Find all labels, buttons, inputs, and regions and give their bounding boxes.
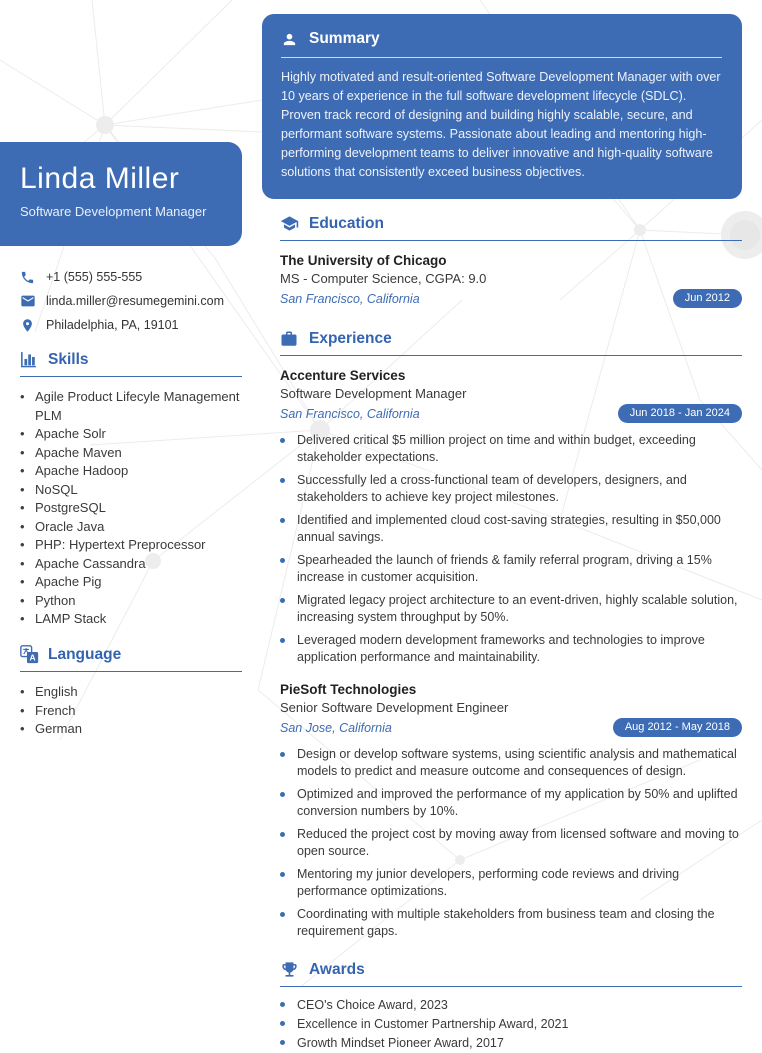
briefcase-icon	[280, 329, 299, 348]
bullet-dot	[280, 632, 292, 666]
bullet-text: Migrated legacy project architecture to an event-driven, highly scalable solution, increasing system throughput by 50%.	[297, 593, 738, 624]
awards-section	[280, 960, 742, 1053]
language-item	[20, 683, 242, 702]
language-section	[20, 645, 242, 739]
contact-info	[20, 269, 250, 341]
phone-number: +1 (555) 555-555	[46, 270, 143, 284]
experience-underline	[280, 355, 742, 356]
sidebar	[0, 0, 262, 987]
bullet-text: Delivered critical $5 million project on time and within budget, exceeding stakeholder expectations.	[297, 433, 696, 464]
award-item	[280, 1015, 742, 1034]
awards-heading	[280, 960, 742, 979]
experience-bullet	[280, 906, 742, 940]
job-role: Software Development Manager	[280, 386, 467, 401]
experience-bullet	[280, 746, 742, 780]
skill-item	[20, 610, 242, 629]
experience-location-row	[280, 718, 742, 737]
education-underline	[280, 240, 742, 241]
experience-location: San Jose, California	[280, 720, 392, 735]
language-label: English	[35, 684, 78, 699]
summary-heading	[281, 30, 722, 48]
person-name: Linda Miller	[20, 162, 180, 195]
experience-date-badge: Jun 2018 - Jan 2024	[618, 404, 742, 423]
envelope-icon	[20, 293, 36, 309]
experience-bullet	[280, 786, 742, 820]
experience-bullet	[280, 826, 742, 860]
bullet-dot	[280, 432, 292, 466]
experience-location: San Francisco, California	[280, 406, 420, 421]
company-name: Accenture Services	[280, 368, 406, 383]
language-heading	[20, 645, 242, 664]
skill-label: Apache Maven	[35, 444, 122, 460]
location-text: Philadelphia, PA, 19101	[46, 318, 179, 332]
experience-entry	[280, 682, 742, 940]
skill-item	[20, 481, 242, 500]
trophy-icon	[280, 960, 299, 979]
bullet-dot: •	[20, 611, 25, 626]
skill-item	[20, 499, 242, 518]
skill-item	[20, 518, 242, 537]
skill-label: Apache Solr	[35, 426, 106, 441]
bullet-text: Design or develop software systems, using scientific analysis and mathematical models to predict and measure outcome and consequences of design.	[297, 747, 737, 778]
language-underline	[20, 671, 242, 672]
main-content	[262, 0, 742, 1053]
translate-icon	[20, 645, 39, 664]
bullet-text: Leveraged modern development frameworks and technologies to improve application performance and maintainability.	[297, 633, 705, 664]
bullet-dot	[280, 592, 292, 626]
skill-item	[20, 592, 242, 611]
bullet-dot: •	[20, 518, 25, 534]
phone-icon	[20, 269, 36, 285]
skills-section	[20, 350, 242, 629]
experience-bullet	[280, 632, 742, 666]
skill-label: Python	[35, 592, 76, 608]
award-text: Growth Mindset Pioneer Award, 2017	[297, 1036, 504, 1050]
experience-location-row	[280, 404, 742, 423]
bullet-text: Coordinating with multiple stakeholders from business team and closing the requirement gaps.	[297, 907, 715, 938]
bullet-text: Successfully led a cross-functional team of developers, designers, and stakeholders to achieve key project milestones.	[297, 473, 687, 504]
bar-chart-icon	[20, 350, 39, 369]
award-text: Excellence in Customer Partnership Award, 2021	[297, 1017, 569, 1031]
bullet-dot: •	[20, 684, 25, 699]
bullet-text: Identified and implemented cloud cost-saving strategies, resulting in $50,000 annual savings.	[297, 513, 721, 544]
bullet-text: Optimized and improved the performance of my application by 50% and uplifted conversion numbers by 10%.	[297, 787, 738, 818]
language-label: German	[35, 721, 82, 736]
bullet-text: Mentoring my junior developers, performing code reviews and driving performance optimizations.	[297, 867, 680, 898]
bullet-dot: •	[20, 463, 25, 478]
skill-item	[20, 555, 242, 574]
experience-date-badge: Aug 2012 - May 2018	[613, 718, 742, 737]
bullet-dot	[280, 866, 292, 900]
skill-item	[20, 425, 242, 444]
award-text: CEO's Choice Award, 2023	[297, 998, 448, 1012]
bullet-dot	[280, 1015, 292, 1034]
skills-underline	[20, 376, 242, 377]
summary-heading-label: Summary	[309, 30, 380, 47]
skills-heading	[20, 350, 242, 369]
award-item	[280, 996, 742, 1015]
experience-bullet	[280, 472, 742, 506]
bullet-dot: •	[20, 721, 25, 736]
skills-heading-label: Skills	[48, 350, 89, 368]
bullet-dot: •	[20, 500, 25, 515]
bullet-text: Spearheaded the launch of friends & family referral program, driving a 15% increase in customer acquisition.	[297, 553, 712, 584]
experience-bullet	[280, 512, 742, 546]
svg-text:A: A	[29, 652, 36, 663]
education-heading	[280, 214, 742, 233]
skill-label: PHP: Hypertext Preprocessor	[35, 537, 206, 552]
language-heading-label: Language	[48, 645, 122, 663]
bullet-dot: •	[20, 426, 25, 441]
email-address: linda.miller@resumegemini.com	[46, 294, 225, 308]
contact-row-phone	[20, 269, 250, 285]
language-label: French	[35, 702, 76, 718]
skills-list	[20, 388, 242, 629]
language-item	[20, 720, 242, 739]
job-role: Senior Software Development Engineer	[280, 700, 509, 715]
bullet-dot: •	[20, 481, 25, 497]
bullet-dot	[280, 906, 292, 940]
experience-bullet	[280, 866, 742, 900]
experience-bullet-list	[280, 432, 742, 666]
bullet-dot: •	[20, 702, 25, 718]
skill-label: Apache Pig	[35, 574, 102, 589]
bullet-dot	[280, 996, 292, 1015]
summary-section	[262, 14, 742, 199]
awards-underline	[280, 986, 742, 987]
degree: MS - Computer Science, CGPA: 9.0	[280, 271, 487, 286]
header-card	[0, 142, 242, 246]
skill-label: NoSQL	[35, 481, 78, 497]
skill-label: Oracle Java	[35, 518, 105, 534]
skill-item	[20, 573, 242, 592]
education-location-row	[280, 289, 742, 308]
bullet-dot: •	[20, 444, 25, 460]
map-pin-icon	[20, 317, 36, 333]
award-item	[280, 1034, 742, 1053]
bullet-dot: •	[20, 574, 25, 589]
bullet-dot	[280, 472, 292, 506]
experience-bullet	[280, 592, 742, 626]
bullet-text: Reduced the project cost by moving away from licensed software and moving to open source.	[297, 827, 739, 858]
skill-label: Apache Hadoop	[35, 463, 129, 478]
experience-section	[280, 329, 742, 940]
contact-row-email	[20, 293, 250, 309]
summary-underline	[281, 57, 722, 58]
skill-item	[20, 388, 242, 425]
skill-label: Agile Product Lifecyle Management PLM	[35, 389, 240, 423]
language-list	[20, 683, 242, 739]
bullet-dot: •	[20, 537, 25, 552]
experience-bullet-list	[280, 746, 742, 940]
skill-label: LAMP Stack	[35, 611, 107, 626]
skill-item	[20, 444, 242, 463]
person-job-title: Software Development Manager	[20, 203, 207, 219]
bullet-dot	[280, 826, 292, 860]
awards-heading-label: Awards	[309, 960, 365, 978]
education-entry	[280, 253, 742, 308]
education-heading-label: Education	[309, 214, 384, 232]
school-name: The University of Chicago	[280, 253, 447, 268]
language-item	[20, 702, 242, 721]
experience-heading	[280, 329, 742, 348]
graduation-cap-icon	[280, 214, 299, 233]
education-location: San Francisco, California	[280, 291, 420, 306]
skill-item	[20, 536, 242, 555]
bullet-dot	[280, 786, 292, 820]
experience-heading-label: Experience	[309, 329, 392, 347]
bullet-dot: •	[20, 555, 25, 571]
education-section	[280, 214, 742, 308]
contact-row-location	[20, 317, 250, 333]
bullet-dot	[280, 1034, 292, 1053]
bullet-dot	[280, 746, 292, 780]
experience-entry	[280, 368, 742, 666]
bullet-dot: •	[20, 389, 25, 404]
bullet-dot: •	[20, 592, 25, 608]
awards-list	[280, 996, 742, 1053]
education-date-badge: Jun 2012	[673, 289, 742, 308]
bullet-dot	[280, 512, 292, 546]
skill-label: PostgreSQL	[35, 500, 106, 515]
bullet-dot	[280, 552, 292, 586]
summary-text: Highly motivated and result-oriented Software Development Manager with over 10 years of experience in the full software development lifecycle (SDLC). Proven track record of designing and building highly scalable, secure, and performant software systems. Passionate about leading and mentoring high-performing development teams to deliver innovative and high-quality software solutions that consistently exceed business objectives.	[281, 70, 721, 179]
person-icon	[281, 31, 298, 48]
experience-bullet	[280, 552, 742, 586]
skill-label: Apache Cassandra	[35, 555, 146, 571]
skill-item	[20, 462, 242, 481]
company-name: PieSoft Technologies	[280, 682, 417, 697]
experience-bullet	[280, 432, 742, 466]
